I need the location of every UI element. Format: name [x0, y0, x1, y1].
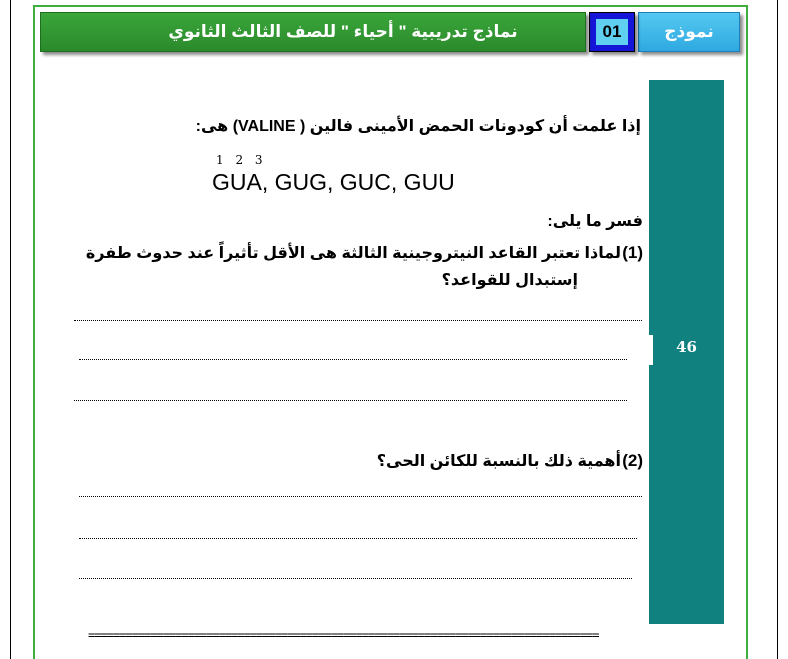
answer-line[interactable] — [74, 320, 642, 321]
section-separator: ================================================================================== — [88, 628, 599, 642]
question-intro: إذا علمت أن كودونات الحمض الأمينى فالين ( VALINE) هى: — [195, 118, 641, 135]
q1-text-line1: لماذا تعتبر القاعد النيتروجينية الثالثة هى الأقل تأثيراً عند حدوث طفرة — [85, 245, 621, 262]
question-number: 46 — [676, 338, 697, 356]
q1-text-line2: إستبدال للقواعد؟ — [441, 272, 578, 289]
model-label: نموذج — [638, 12, 740, 52]
page-border-left — [10, 0, 11, 659]
answer-line[interactable] — [79, 359, 627, 360]
model-number-box — [589, 12, 635, 52]
q1-number: (1) — [622, 243, 643, 262]
q2-number: (2) — [622, 451, 643, 470]
codon-positions: 1 2 3 — [216, 153, 267, 167]
worksheet-frame — [33, 5, 748, 659]
explain-heading: فسر ما يلى: — [547, 213, 643, 230]
worksheet-title: نماذج تدريبية " أحياء " للصف الثالث الثانوي — [40, 12, 586, 52]
answer-line[interactable] — [79, 496, 642, 497]
answer-line[interactable] — [79, 538, 637, 539]
answer-line[interactable] — [79, 578, 632, 579]
codon-list: GUA, GUG, GUC, GUU — [212, 169, 455, 195]
answer-line[interactable] — [74, 400, 627, 401]
model-number: 01 — [596, 19, 628, 45]
page-border-right — [777, 0, 778, 659]
q2-text: أهمية ذلك بالنسبة للكائن الحى؟ — [376, 453, 621, 470]
